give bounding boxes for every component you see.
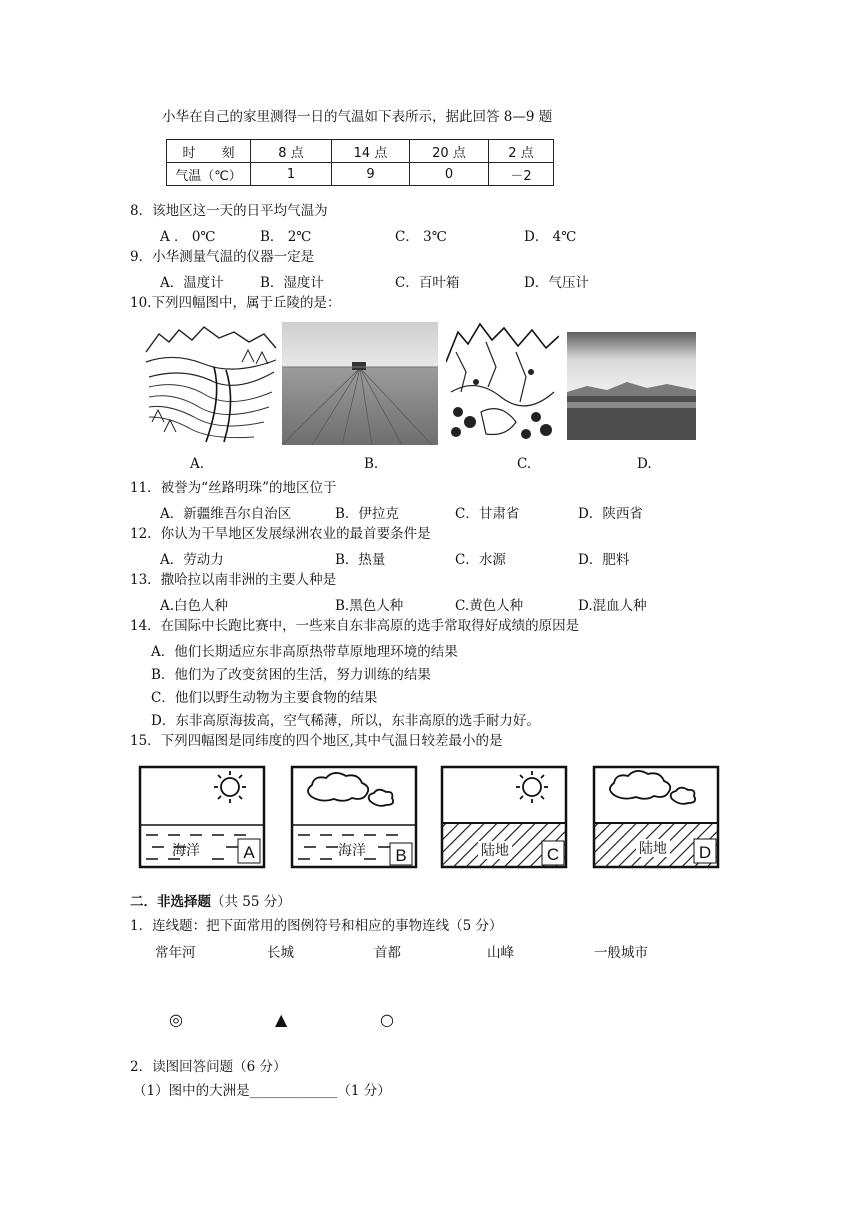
q15-panel-b [292,767,416,867]
q15-panel-c-surface: 陆地 [481,843,509,859]
q13-option-a: A.白色人种 [160,598,229,614]
question-13-stem: 13．撒哈拉以南非洲的主要人种是 [130,572,337,588]
question-14-stem: 14．在国际中长跑比赛中，一些来自东非高原的选手常取得好成绩的原因是 [130,618,580,634]
q10-label-a: A. [190,456,205,472]
table-cell: 1 [251,163,332,186]
plain-photo-image [282,322,438,445]
q15-panel-b-surface: 海洋 [338,843,366,859]
s2-question-1-stem: 1．连线题：把下面常用的图例符号和相应的事物连线（5 分） [130,918,503,934]
s2q1-item-peak: 山峰 [487,945,514,961]
q11-option-d: D．陕西省 [578,506,643,522]
peak-symbol-icon: ▲ [275,1010,288,1029]
question-10-stem: 10.下列四幅图中，属于丘陵的是： [130,295,341,311]
table-cell: 14 点 [332,140,410,163]
city-symbol-icon: ○ [380,1010,394,1029]
s2q1-item-city: 一般城市 [594,945,648,961]
section-2-heading [130,893,291,911]
table-cell: －2 [489,163,554,186]
q15-panel-b-letter: B [395,846,407,865]
plateau-photo-image [567,332,696,440]
table-cell: 0 [410,163,489,186]
q12-option-b: B．热量 [335,552,386,568]
q9-option-d: D．气压计 [524,275,589,291]
hill-sketch-image [144,322,277,445]
q8-option-b: B． 2℃ [260,229,312,245]
question-8-stem: 8．该地区这一天的日平均气温为 [130,203,328,219]
q10-label-d: D. [637,456,652,472]
q10-label-b: B. [364,456,379,472]
section-2-points: （共 55 分） [211,894,291,910]
q15-panel-c-letter: C [546,845,560,864]
q9-option-c: C．百叶箱 [395,275,460,291]
q15-panel-a [140,767,264,867]
table-cell: 20 点 [410,140,489,163]
q11-option-c: C．甘肃省 [455,506,520,522]
table-row [167,140,554,163]
q8-option-c: C． 3℃ [395,229,447,245]
s2-question-2-stem: 2．读图回答问题（6 分） [130,1059,287,1075]
table-row [167,163,554,186]
q13-option-d: D.混血人种 [578,598,647,614]
q14-option-a: A．他们长期适应东非高原热带草原地理环境的结果 [151,644,458,660]
section-2-title: 二．非选择题 [130,894,211,910]
q14-option-d: D．东非高原海拔高，空气稀薄，所以，东非高原的选手耐力好。 [151,713,540,729]
question-12-stem: 12．你认为干旱地区发展绿洲农业的最首要条件是 [130,526,431,542]
table-cell: 8 点 [251,140,332,163]
capital-symbol-icon: ◎ [169,1010,183,1029]
q15-panel-a-letter: A [243,843,255,862]
temperature-table [166,139,554,186]
q15-panels-figure [138,765,728,875]
q8-option-a: A ． 0℃ [160,229,216,245]
s2q1-item-river: 常年河 [155,945,196,961]
s2q1-item-great-wall: 长城 [267,945,294,961]
table-cell: 时 刻 [167,140,251,163]
q9-option-b: B．湿度计 [260,275,324,291]
q8-option-d: D． 4℃ [524,229,577,245]
question-11-stem: 11．被誉为“丝路明珠”的地区位于 [130,480,337,496]
q10-label-c: C. [517,456,532,472]
mountain-sketch-image [446,322,559,445]
q14-option-b: B．他们为了改变贫困的生活，努力训练的结果 [151,667,431,683]
table-cell: 9 [332,163,410,186]
q15-panel-a-surface: 海洋 [172,843,200,859]
s2-question-2-sub-1: （1）图中的大洲是_____________（1 分） [133,1083,391,1099]
q14-option-c: C．他们以野生动物为主要食物的结果 [151,690,378,706]
q11-option-b: B．伊拉克 [335,506,399,522]
q15-panel-d [594,767,718,867]
s2q1-item-capital: 首都 [374,945,401,961]
q15-panel-d-letter: D [698,843,712,862]
q12-option-a: A．劳动力 [160,552,224,568]
intro-text: 小华在自己的家里测得一日的气温如下表所示，据此回答 8—9 题 [162,109,553,125]
table-cell: 2 点 [489,140,554,163]
question-15-stem: 15．下列四幅图是同纬度的四个地区,其中气温日较差最小的是 [130,733,503,749]
q9-option-a: A．温度计 [160,275,224,291]
q13-option-b: B.黑色人种 [335,598,404,614]
q15-panel-d-surface: 陆地 [639,841,667,857]
q13-option-c: C.黄色人种 [455,598,524,614]
q12-option-d: D．肥料 [578,552,630,568]
q12-option-c: C．水源 [455,552,506,568]
table-cell: 气温（℃） [167,163,251,186]
q15-panel-c [442,767,566,867]
question-9-stem: 9．小华测量气温的仪器一定是 [130,249,315,265]
q11-option-a: A．新疆维吾尔自治区 [160,506,292,522]
